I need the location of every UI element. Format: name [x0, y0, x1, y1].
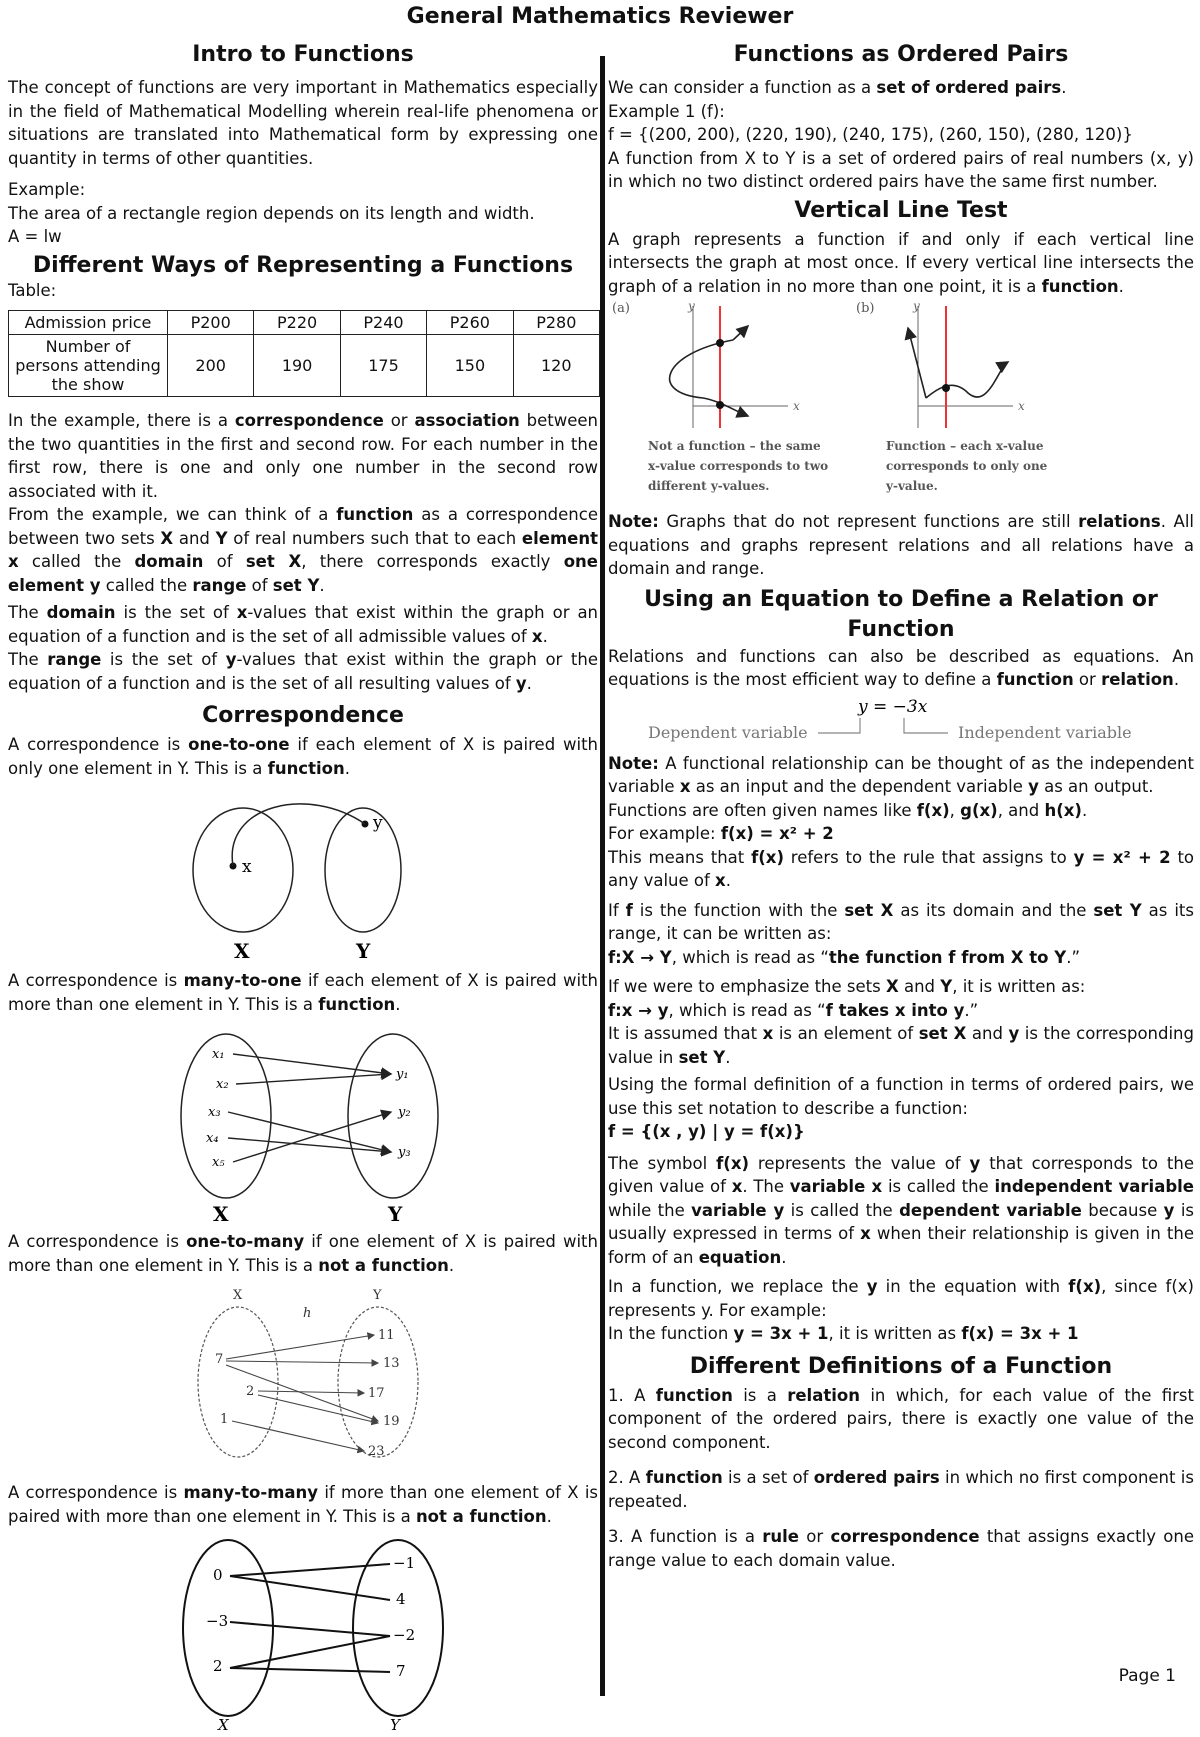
- svg-text:Function – each x-value: Function – each x-value: [886, 439, 1044, 453]
- svg-text:1: 1: [220, 1412, 229, 1427]
- symbol-explanation: The symbol f(x) represents the value of y that corresponds to the given value of x. The variable x is called the independent variable while the variable y is called the dependent variable because y is usually expressed in terms of x when their relationship is given in the form of an equation.: [608, 1153, 1195, 1267]
- table-cell: P260: [427, 311, 513, 335]
- ordered-example-set: f = {(200, 200), (220, 190), (240, 175), (260, 150), (280, 120)}: [608, 125, 1133, 144]
- equation-intro: Relations and functions can also be described as equations. An equations is the most efficient way to define a function or relation.: [608, 646, 1194, 689]
- table-cell: P220: [254, 311, 340, 335]
- svg-text:4: 4: [396, 1590, 406, 1608]
- svg-text:13: 13: [383, 1356, 400, 1371]
- definition-3: 3. A function is a rule or correspondence that assigns exactly one range value to each domain value.: [608, 1527, 1194, 1570]
- svg-text:x₅: x₅: [212, 1155, 225, 1170]
- svg-text:y₃: y₃: [398, 1145, 411, 1160]
- table-label: Table:: [8, 280, 57, 300]
- page-number: Page 1: [1118, 1666, 1176, 1686]
- heading-correspondence: Correspondence: [202, 703, 404, 728]
- element-assumption: It is assumed that x is an element of set X and y is the corresponding value in set Y.: [608, 1024, 1194, 1067]
- emphasize-sets: If we were to emphasize the sets X and Y, it is written as:: [608, 977, 1086, 996]
- svg-text:X: X: [234, 939, 250, 963]
- table-cell: Number of persons attending the show: [9, 335, 168, 397]
- domain-paragraph: The domain is the set of x-values that exist within the graph or an equation of a function and is the set of all admissible values of x.: [8, 603, 599, 646]
- svg-text:Y: Y: [373, 1288, 382, 1303]
- svg-text:y₂: y₂: [398, 1105, 411, 1120]
- ordered-example-label: Example 1 (f):: [608, 101, 725, 121]
- svg-text:y₁: y₁: [396, 1067, 409, 1082]
- svg-text:y-value.: y-value.: [886, 479, 938, 493]
- svg-text:2: 2: [246, 1384, 255, 1399]
- set-notation-1: f:X → Y, which is read as “the function f from X to Y.”: [608, 947, 1080, 967]
- svg-text:corresponds to only one: corresponds to only one: [886, 459, 1048, 473]
- ways-paragraph-2: From the example, we can think of a function as a correspondence between two sets X and Y of real numbers such that to each element x called the domain of set X, there corresponds exactly one element y called the range of set Y.: [8, 505, 598, 595]
- svg-text:Y: Y: [356, 939, 371, 963]
- svg-text:y: y: [688, 299, 695, 313]
- svg-text:Independent variable: Independent variable: [958, 722, 1132, 742]
- table-cell: P200: [168, 311, 254, 335]
- heading-vertical-line-test: Vertical Line Test: [794, 197, 1008, 223]
- svg-text:y: y: [373, 813, 383, 833]
- note-input-output: Note: A functional relationship can be thought of as the independent variable x as an input and the dependent variable y as an output.: [608, 753, 1194, 796]
- admission-table: [8, 310, 600, 397]
- heading-ordered-pairs: Functions as Ordered Pairs: [733, 42, 1069, 67]
- svg-text:17: 17: [368, 1386, 385, 1401]
- heading-equation: Using an Equation to Define a Relation or Function: [644, 586, 1158, 642]
- many-to-one-diagram: [8, 1016, 598, 1226]
- one-to-one-diagram: [8, 780, 598, 965]
- heading-ways: Different Ways of Representing a Functions: [32, 252, 574, 278]
- svg-text:7: 7: [215, 1352, 224, 1367]
- left-column: [8, 40, 598, 1737]
- svg-text:11: 11: [378, 1328, 395, 1343]
- svg-text:x: x: [1018, 399, 1025, 413]
- svg-text:different y-values.: different y-values.: [648, 479, 770, 493]
- table-cell: P240: [340, 311, 426, 335]
- equation-variable-diagram: [608, 692, 1194, 748]
- example-function: For example: f(x) = x² + 2: [608, 824, 834, 843]
- range-paragraph: The range is the set of y-values that exist within the graph or the equation of a function and is the set of all resulting values of y.: [8, 650, 598, 693]
- many-to-many-diagram: [8, 1528, 598, 1733]
- table-cell: 200: [168, 335, 254, 397]
- svg-text:−3: −3: [206, 1612, 229, 1630]
- svg-text:y = −3x: y = −3x: [858, 696, 928, 717]
- function-names: Functions are often given names like f(x), g(x), and h(x).: [608, 800, 1088, 820]
- rule-meaning: This means that f(x) refers to the rule that assigns to y = x² + 2 to any value of x.: [608, 847, 1195, 890]
- svg-text:Not a function – the same: Not a function – the same: [648, 439, 821, 453]
- vertical-line-test-graphs: [608, 298, 1194, 528]
- many-to-many-text: A correspondence is many-to-many if more than one element of X is paired with more than one element in Y. This is a not a function.: [8, 1483, 599, 1526]
- intro-paragraph: The concept of functions are very important in Mathematics especially in the field of Mathematical Modelling wherein real-life phenomena or situations are translated into Mathematical form by expressing one quantity in terms of other quantities.: [8, 78, 598, 168]
- many-to-one-text: A correspondence is many-to-one if each element of X is paired with more than one element in Y. This is a function.: [8, 971, 598, 1014]
- svg-text:y: y: [913, 299, 920, 313]
- one-to-many-diagram: [8, 1277, 598, 1477]
- svg-text:7: 7: [396, 1662, 406, 1680]
- svg-text:x₃: x₃: [208, 1105, 221, 1120]
- one-to-many-text: A correspondence is one-to-many if one element of X is paired with more than one element in Y. This is a not a function.: [8, 1232, 598, 1275]
- definition-1: 1. A function is a relation in which, for each value of the first component of the ordered pairs, there is exactly one value of the second component.: [608, 1385, 1195, 1452]
- definition-2: 2. A function is a set of ordered pairs in which no first component is repeated.: [608, 1468, 1194, 1511]
- heading-intro: Intro to Functions: [192, 42, 414, 67]
- document-title: General Mathematics Reviewer: [406, 4, 794, 29]
- svg-text:Y: Y: [390, 1716, 400, 1733]
- svg-text:X: X: [218, 1716, 229, 1733]
- svg-text:Dependent variable: Dependent variable: [648, 722, 808, 742]
- table-cell: 175: [340, 335, 426, 397]
- vlt-paragraph: A graph represents a function if and only if each vertical line intersects the graph at most once. If every vertical line intersects the graph of a relation in no more than one point, it is a function.: [608, 229, 1194, 296]
- svg-text:X: X: [233, 1288, 243, 1303]
- set-notation-intro: If f is the function with the set X as its domain and the set Y as its range, it can be written as:: [608, 900, 1194, 943]
- set-builder: f = {(x , y) | y = f(x)}: [608, 1122, 805, 1141]
- ordered-intro: We can consider a function as a set of ordered pairs.: [608, 78, 1067, 97]
- svg-text:x₁: x₁: [212, 1047, 225, 1062]
- svg-text:−2: −2: [393, 1626, 416, 1644]
- table-cell: P280: [513, 311, 599, 335]
- table-cell: 120: [513, 335, 599, 397]
- table-row: [9, 335, 600, 397]
- table-cell: Admission price: [9, 311, 168, 335]
- table-cell: 150: [427, 335, 513, 397]
- svg-text:0: 0: [213, 1566, 223, 1584]
- svg-text:h: h: [303, 1306, 312, 1321]
- heading-definitions: Different Definitions of a Function: [689, 1353, 1113, 1379]
- formal-definition: Using the formal definition of a function in terms of ordered pairs, we use this set notation to describe a function:: [608, 1075, 1194, 1118]
- svg-text:x: x: [242, 857, 252, 877]
- example-text: The area of a rectangle region depends on its length and width.: [8, 203, 535, 223]
- example-formula: A = lw: [8, 227, 62, 246]
- vlt-note: Note: Graphs that do not represent functions are still relations. All equations and graphs represent relations and all relations have a domain and range.: [608, 512, 1194, 578]
- svg-text:(b): (b): [856, 301, 875, 316]
- ways-paragraph-1: In the example, there is a correspondence or association between the two quantities in the first and second row. For each number in the first row, there is one and only one number in the second row associated with it.: [8, 411, 598, 501]
- example-label: Example:: [8, 180, 86, 199]
- column-divider: [600, 56, 605, 1696]
- svg-text:Y: Y: [388, 1202, 403, 1226]
- svg-text:x₄: x₄: [206, 1131, 219, 1146]
- table-cell: 190: [254, 335, 340, 397]
- svg-text:x₂: x₂: [216, 1077, 229, 1092]
- svg-text:−1: −1: [393, 1554, 416, 1572]
- svg-text:x-value corresponds to two: x-value corresponds to two: [648, 459, 829, 473]
- svg-text:x: x: [793, 399, 800, 413]
- set-notation-2: f:x → y, which is read as “f takes x into y.”: [608, 1000, 979, 1020]
- table-row: [9, 311, 600, 335]
- svg-text:2: 2: [213, 1657, 223, 1675]
- replace-example: In the function y = 3x + 1, it is written as f(x) = 3x + 1: [608, 1324, 1079, 1343]
- right-column: [608, 40, 1194, 1572]
- svg-text:X: X: [213, 1202, 229, 1226]
- svg-text:19: 19: [383, 1414, 400, 1429]
- replace-y: In a function, we replace the y in the equation with f(x), since f(x) represents y. For example:: [608, 1277, 1194, 1320]
- ordered-definition: A function from X to Y is a set of ordered pairs of real numbers (x, y) in which no two distinct ordered pairs have the same first number.: [608, 148, 1194, 191]
- svg-text:23: 23: [368, 1444, 385, 1459]
- one-to-one-text: A correspondence is one-to-one if each element of X is paired with only one element in Y. This is a function.: [8, 735, 598, 778]
- svg-text:(a): (a): [612, 301, 630, 316]
